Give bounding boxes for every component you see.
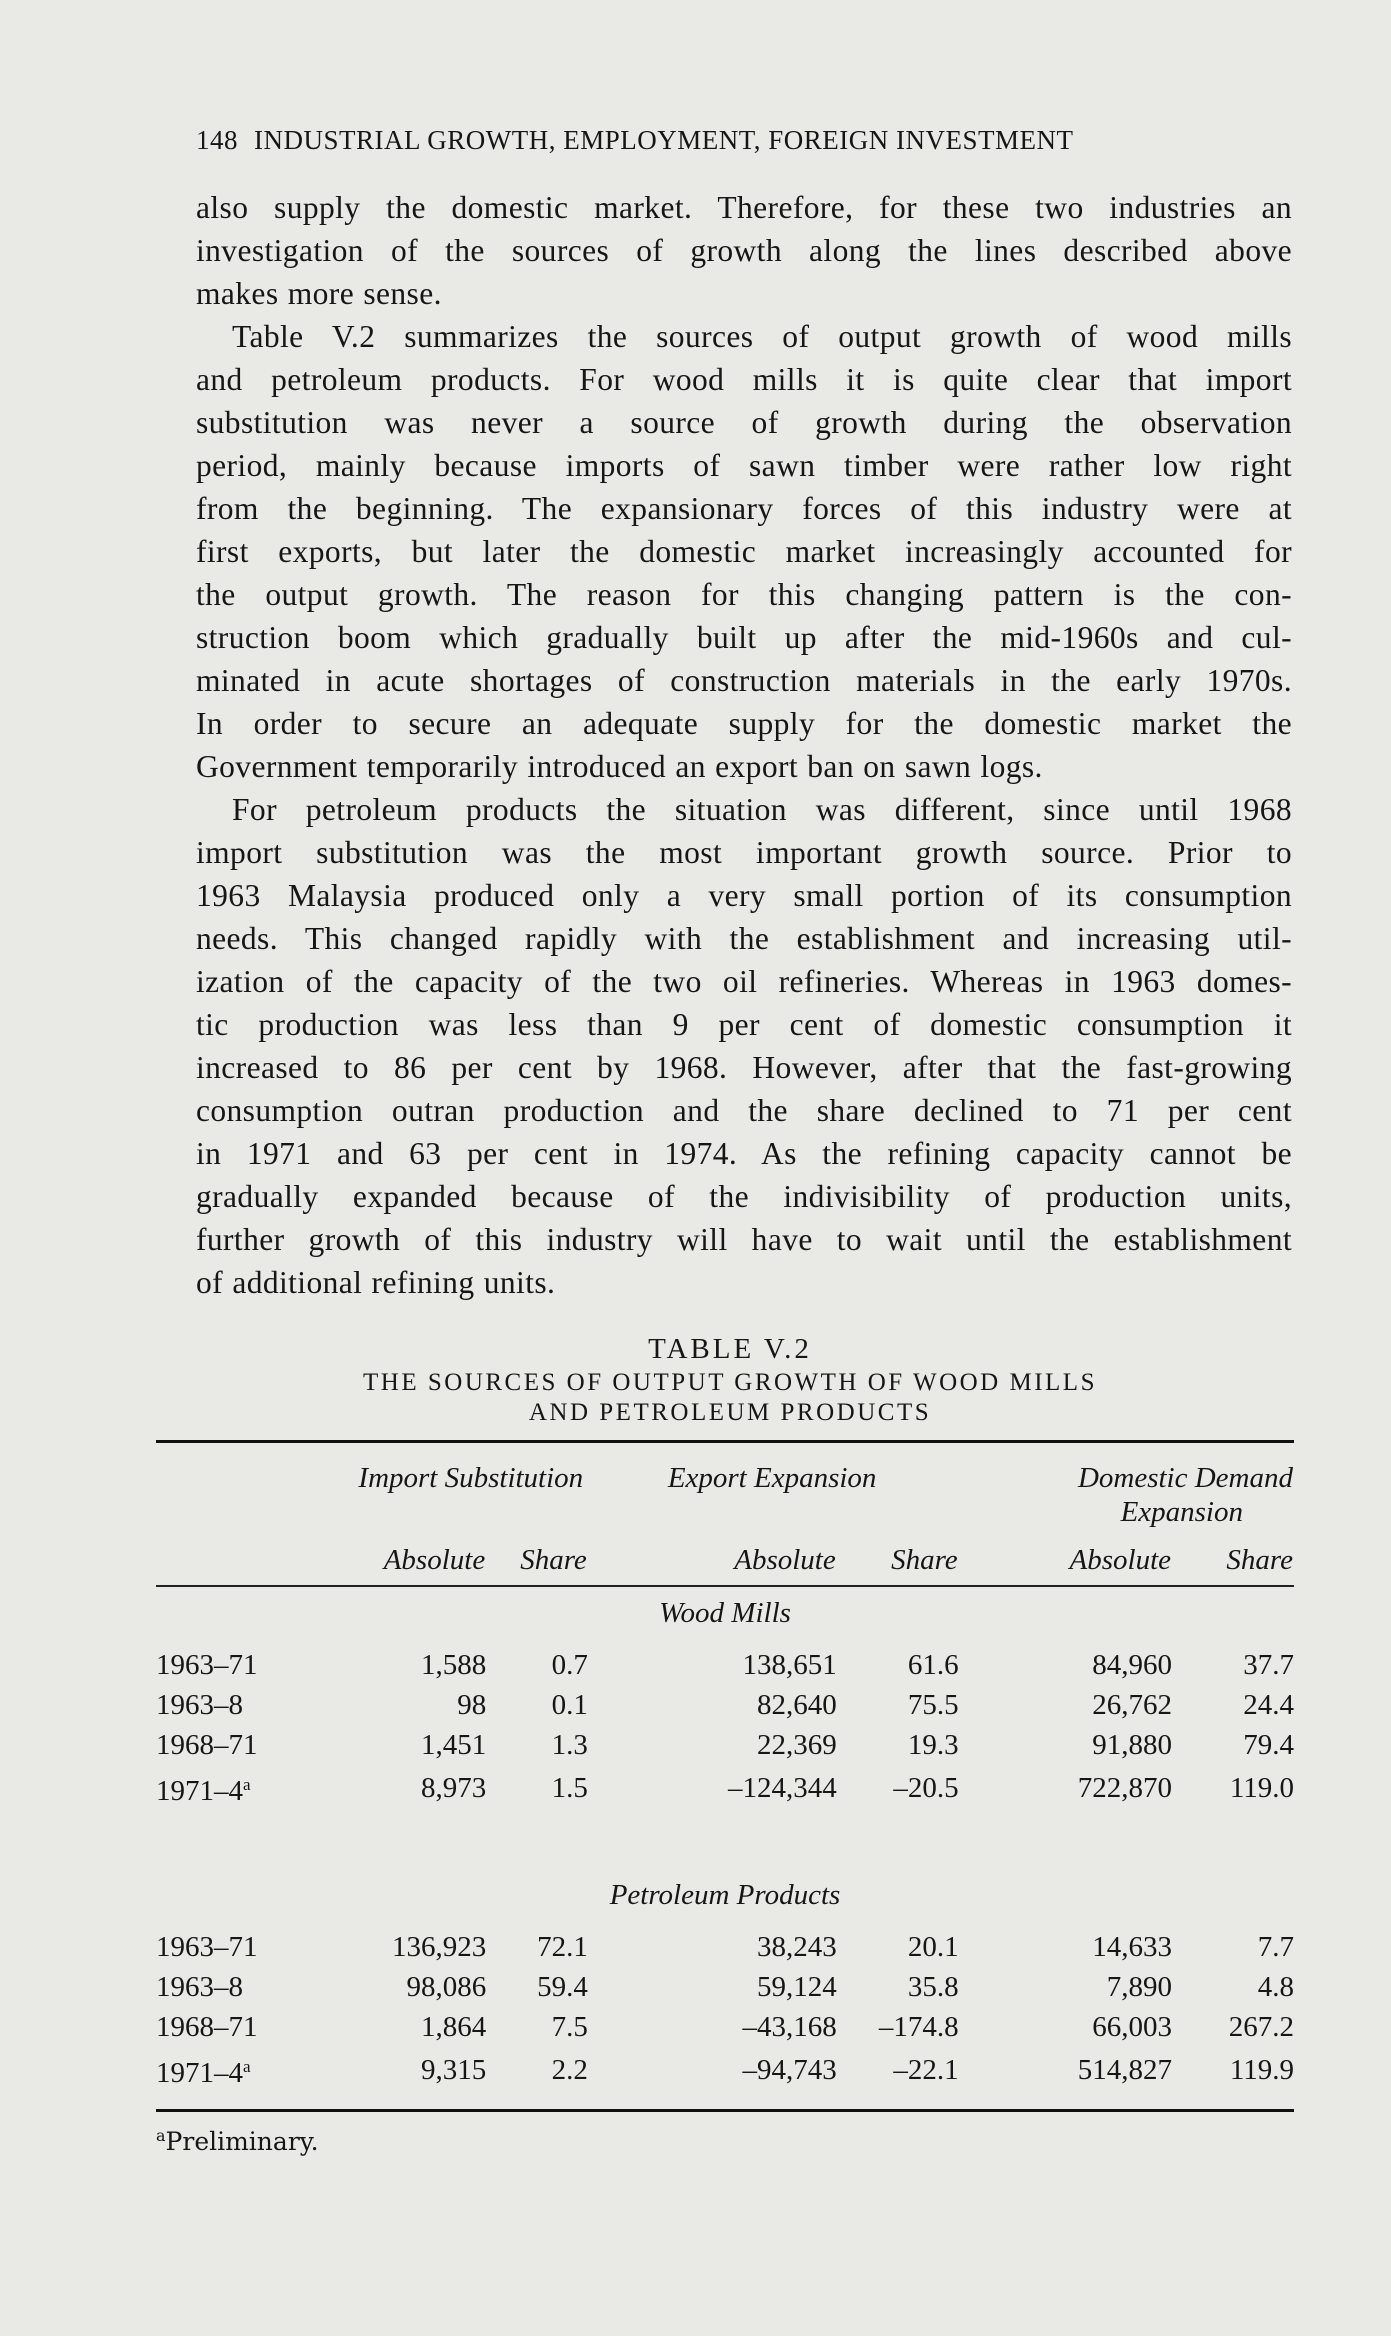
cell-domestic-share: 79.4 [1243, 1729, 1294, 1761]
cell-import-share: 0.1 [551, 1689, 588, 1721]
cell-export-absolute: 38,243 [757, 1931, 837, 1963]
running-header [196, 118, 1292, 162]
cell-domestic-share: 7.7 [1257, 1931, 1294, 1963]
cell-export-share: –174.8 [878, 2011, 959, 2043]
subheader-absolute: Absolute [734, 1544, 836, 1576]
footnote-marker: a [243, 1775, 251, 1794]
cell-import-share: 72.1 [537, 1931, 588, 1963]
table-row [156, 1645, 1294, 1685]
text-line: investigation of the sources of growth along the lines described above [196, 233, 1292, 268]
text-line: Table V.2 summarizes the sources of output growth of wood mills [232, 319, 1292, 354]
subheader-share: Share [891, 1544, 958, 1576]
cell-export-absolute: 138,651 [742, 1649, 837, 1681]
cell-export-share: 35.8 [907, 1971, 959, 2003]
text-line: also supply the domestic market. Therefore, for these two industries an [196, 190, 1292, 225]
cell-import-share: 0.7 [551, 1649, 588, 1681]
header-domestic-demand-line-1: Domestic Demand [1077, 1462, 1293, 1494]
cell-domestic-absolute: 14,633 [1092, 1931, 1173, 1963]
cell-export-absolute: –124,344 [728, 1772, 837, 1804]
text-line: minated in acute shortages of construction materials in the early 1970s. [196, 663, 1292, 698]
row-period: 1968–71 [156, 1729, 258, 1761]
cell-domestic-absolute: 514,827 [1077, 2054, 1173, 2086]
cell-export-absolute: 82,640 [757, 1689, 837, 1721]
header-import-substitution: Import Substitution [358, 1462, 584, 1494]
running-title: INDUSTRIAL GROWTH, EMPLOYMENT, FOREIGN INVESTMENT [254, 125, 1074, 155]
text-line: ization of the capacity of the two oil refineries. Whereas in 1963 domes- [196, 964, 1292, 999]
text-line: increased to 86 per cent by 1968. However, after that the fast-growing [196, 1050, 1292, 1085]
text-line: needs. This changed rapidly with the establishment and increasing util- [196, 921, 1292, 956]
row-period: 1963–71 [156, 1649, 258, 1681]
book-page [196, 118, 1292, 1304]
section-label-row [156, 1587, 1294, 1645]
text-line: in 1971 and 63 per cent in 1974. As the refining capacity cannot be [196, 1136, 1292, 1171]
text-line: of additional refining units. [196, 1265, 556, 1300]
table-row [156, 1725, 1294, 1765]
table-row [156, 2007, 1294, 2047]
cell-domestic-share: 267.2 [1228, 2011, 1294, 2043]
text-line: and petroleum products. For wood mills it is quite clear that import [196, 362, 1292, 397]
group-header-row [156, 1443, 1294, 1530]
cell-import-absolute: 1,864 [420, 2011, 487, 2043]
row-period: 1971–4$^a$ [156, 1775, 251, 1807]
row-period: 1968–71 [156, 2011, 258, 2043]
text-line: For petroleum products the situation was different, since until 1968 [232, 792, 1292, 827]
text-line: period, mainly because imports of sawn timber were rather low right [196, 448, 1292, 483]
cell-export-share: 19.3 [907, 1729, 959, 1761]
header-export-expansion: Export Expansion [667, 1462, 877, 1494]
header-domestic-demand-line-2: Expansion [1120, 1496, 1243, 1528]
cell-import-absolute: 8,973 [420, 1772, 487, 1804]
cell-import-share: 1.5 [551, 1772, 588, 1804]
cell-import-share: 7.5 [551, 2011, 588, 2043]
cell-import-absolute: 136,923 [391, 1931, 487, 1963]
text-line: tic production was less than 9 per cent of domestic consumption it [196, 1007, 1292, 1042]
cell-domestic-absolute: 66,003 [1092, 2011, 1173, 2043]
text-line: struction boom which gradually built up after the mid-1960s and cul- [196, 620, 1292, 655]
cell-import-absolute: 98 [457, 1689, 487, 1721]
cell-import-absolute: 1,451 [420, 1729, 487, 1761]
cell-domestic-share: 119.0 [1229, 1772, 1294, 1804]
table-row [156, 1765, 1294, 1811]
cell-export-absolute: –94,743 [742, 2054, 837, 2086]
cell-export-share: 61.6 [907, 1649, 959, 1681]
footnote-marker: a [243, 2057, 251, 2076]
paragraph-1 [196, 186, 1292, 315]
subheader-absolute: Absolute [1069, 1544, 1172, 1576]
text-line: gradually expanded because of the indivisibility of production units, [196, 1179, 1292, 1214]
text-line: 1963 Malaysia produced only a very small portion of its consumption [196, 878, 1292, 913]
footnote-text: Preliminary. [165, 2127, 319, 2156]
cell-domestic-share: 37.7 [1243, 1649, 1294, 1681]
text-line: Government temporarily introduced an export ban on sawn logs. [196, 749, 1043, 784]
text-line: In order to secure an adequate supply for the domestic market the [196, 706, 1292, 741]
cell-export-absolute: 59,124 [757, 1971, 837, 2003]
cell-domestic-share: 4.8 [1257, 1971, 1294, 2003]
cell-import-share: 59.4 [537, 1971, 588, 2003]
table-bottom-rule [156, 2109, 1294, 2112]
cell-export-share: –20.5 [893, 1772, 959, 1804]
row-period: 1963–8 [156, 1971, 243, 2003]
cell-import-share: 2.2 [551, 2054, 588, 2086]
row-period: 1971–4$^a$ [156, 2057, 251, 2089]
sources-of-growth-table [156, 1443, 1294, 2093]
table-subtitle-line-1: THE SOURCES OF OUTPUT GROWTH OF WOOD MILLS [363, 1369, 1097, 1396]
table-row [156, 1685, 1294, 1725]
cell-import-absolute: 1,588 [420, 1649, 487, 1681]
section-label-row [156, 1869, 1294, 1927]
cell-domestic-share: 24.4 [1243, 1689, 1294, 1721]
text-line: from the beginning. The expansionary forces of this industry were at [196, 491, 1292, 526]
cell-domestic-absolute: 7,890 [1106, 1971, 1173, 2003]
page-number: 148 [196, 125, 238, 155]
row-period: 1963–71 [156, 1931, 258, 1963]
cell-domestic-share: 119.9 [1229, 2054, 1294, 2086]
subheader-share: Share [520, 1544, 587, 1576]
cell-domestic-absolute: 722,870 [1077, 1772, 1173, 1804]
sub-header-row [156, 1530, 1294, 1585]
text-line: makes more sense. [196, 276, 442, 311]
body-text [196, 186, 1292, 1304]
cell-import-absolute: 98,086 [406, 1971, 487, 2003]
cell-import-absolute: 9,315 [420, 2054, 487, 2086]
table-row [156, 2047, 1294, 2093]
subheader-share: Share [1226, 1544, 1293, 1576]
text-line: the output growth. The reason for this changing pattern is the con- [196, 577, 1292, 612]
text-line: consumption outran production and the share declined to 71 per cent [196, 1093, 1292, 1128]
cell-export-share: 20.1 [907, 1931, 959, 1963]
table-subtitle-line-2: AND PETROLEUM PRODUCTS [528, 1399, 932, 1426]
table-row [156, 1967, 1294, 2007]
cell-domestic-absolute: 84,960 [1092, 1649, 1173, 1681]
footnote-marker: a [156, 2126, 166, 2145]
section-label-petroleum-products: Petroleum Products [609, 1879, 841, 1911]
text-line: substitution was never a source of growth during the observation [196, 405, 1292, 440]
cell-export-absolute: –43,168 [742, 2011, 837, 2043]
text-line: import substitution was the most important growth source. Prior to [196, 835, 1292, 870]
text-line: further growth of this industry will have to wait until the establishment [196, 1222, 1292, 1257]
cell-domestic-absolute: 26,762 [1092, 1689, 1173, 1721]
cell-export-share: –22.1 [893, 2054, 959, 2086]
cell-export-share: 75.5 [907, 1689, 959, 1721]
header-domestic-demand-expansion [959, 1443, 1294, 1530]
table-footnote [156, 2126, 1294, 2156]
table-row [156, 1927, 1294, 1967]
table-title: TABLE V.2 [648, 1333, 812, 1365]
cell-import-share: 1.3 [551, 1729, 588, 1761]
paragraph-3 [196, 788, 1292, 1304]
table-v2 [156, 1330, 1294, 2156]
text-line: first exports, but later the domestic market increasingly accounted for [196, 534, 1292, 569]
subheader-absolute: Absolute [383, 1544, 486, 1576]
cell-domestic-absolute: 91,880 [1092, 1729, 1173, 1761]
section-label-wood-mills: Wood Mills [659, 1597, 791, 1629]
cell-export-absolute: 22,369 [757, 1729, 837, 1761]
row-period: 1963–8 [156, 1689, 243, 1721]
paragraph-2 [196, 315, 1292, 788]
